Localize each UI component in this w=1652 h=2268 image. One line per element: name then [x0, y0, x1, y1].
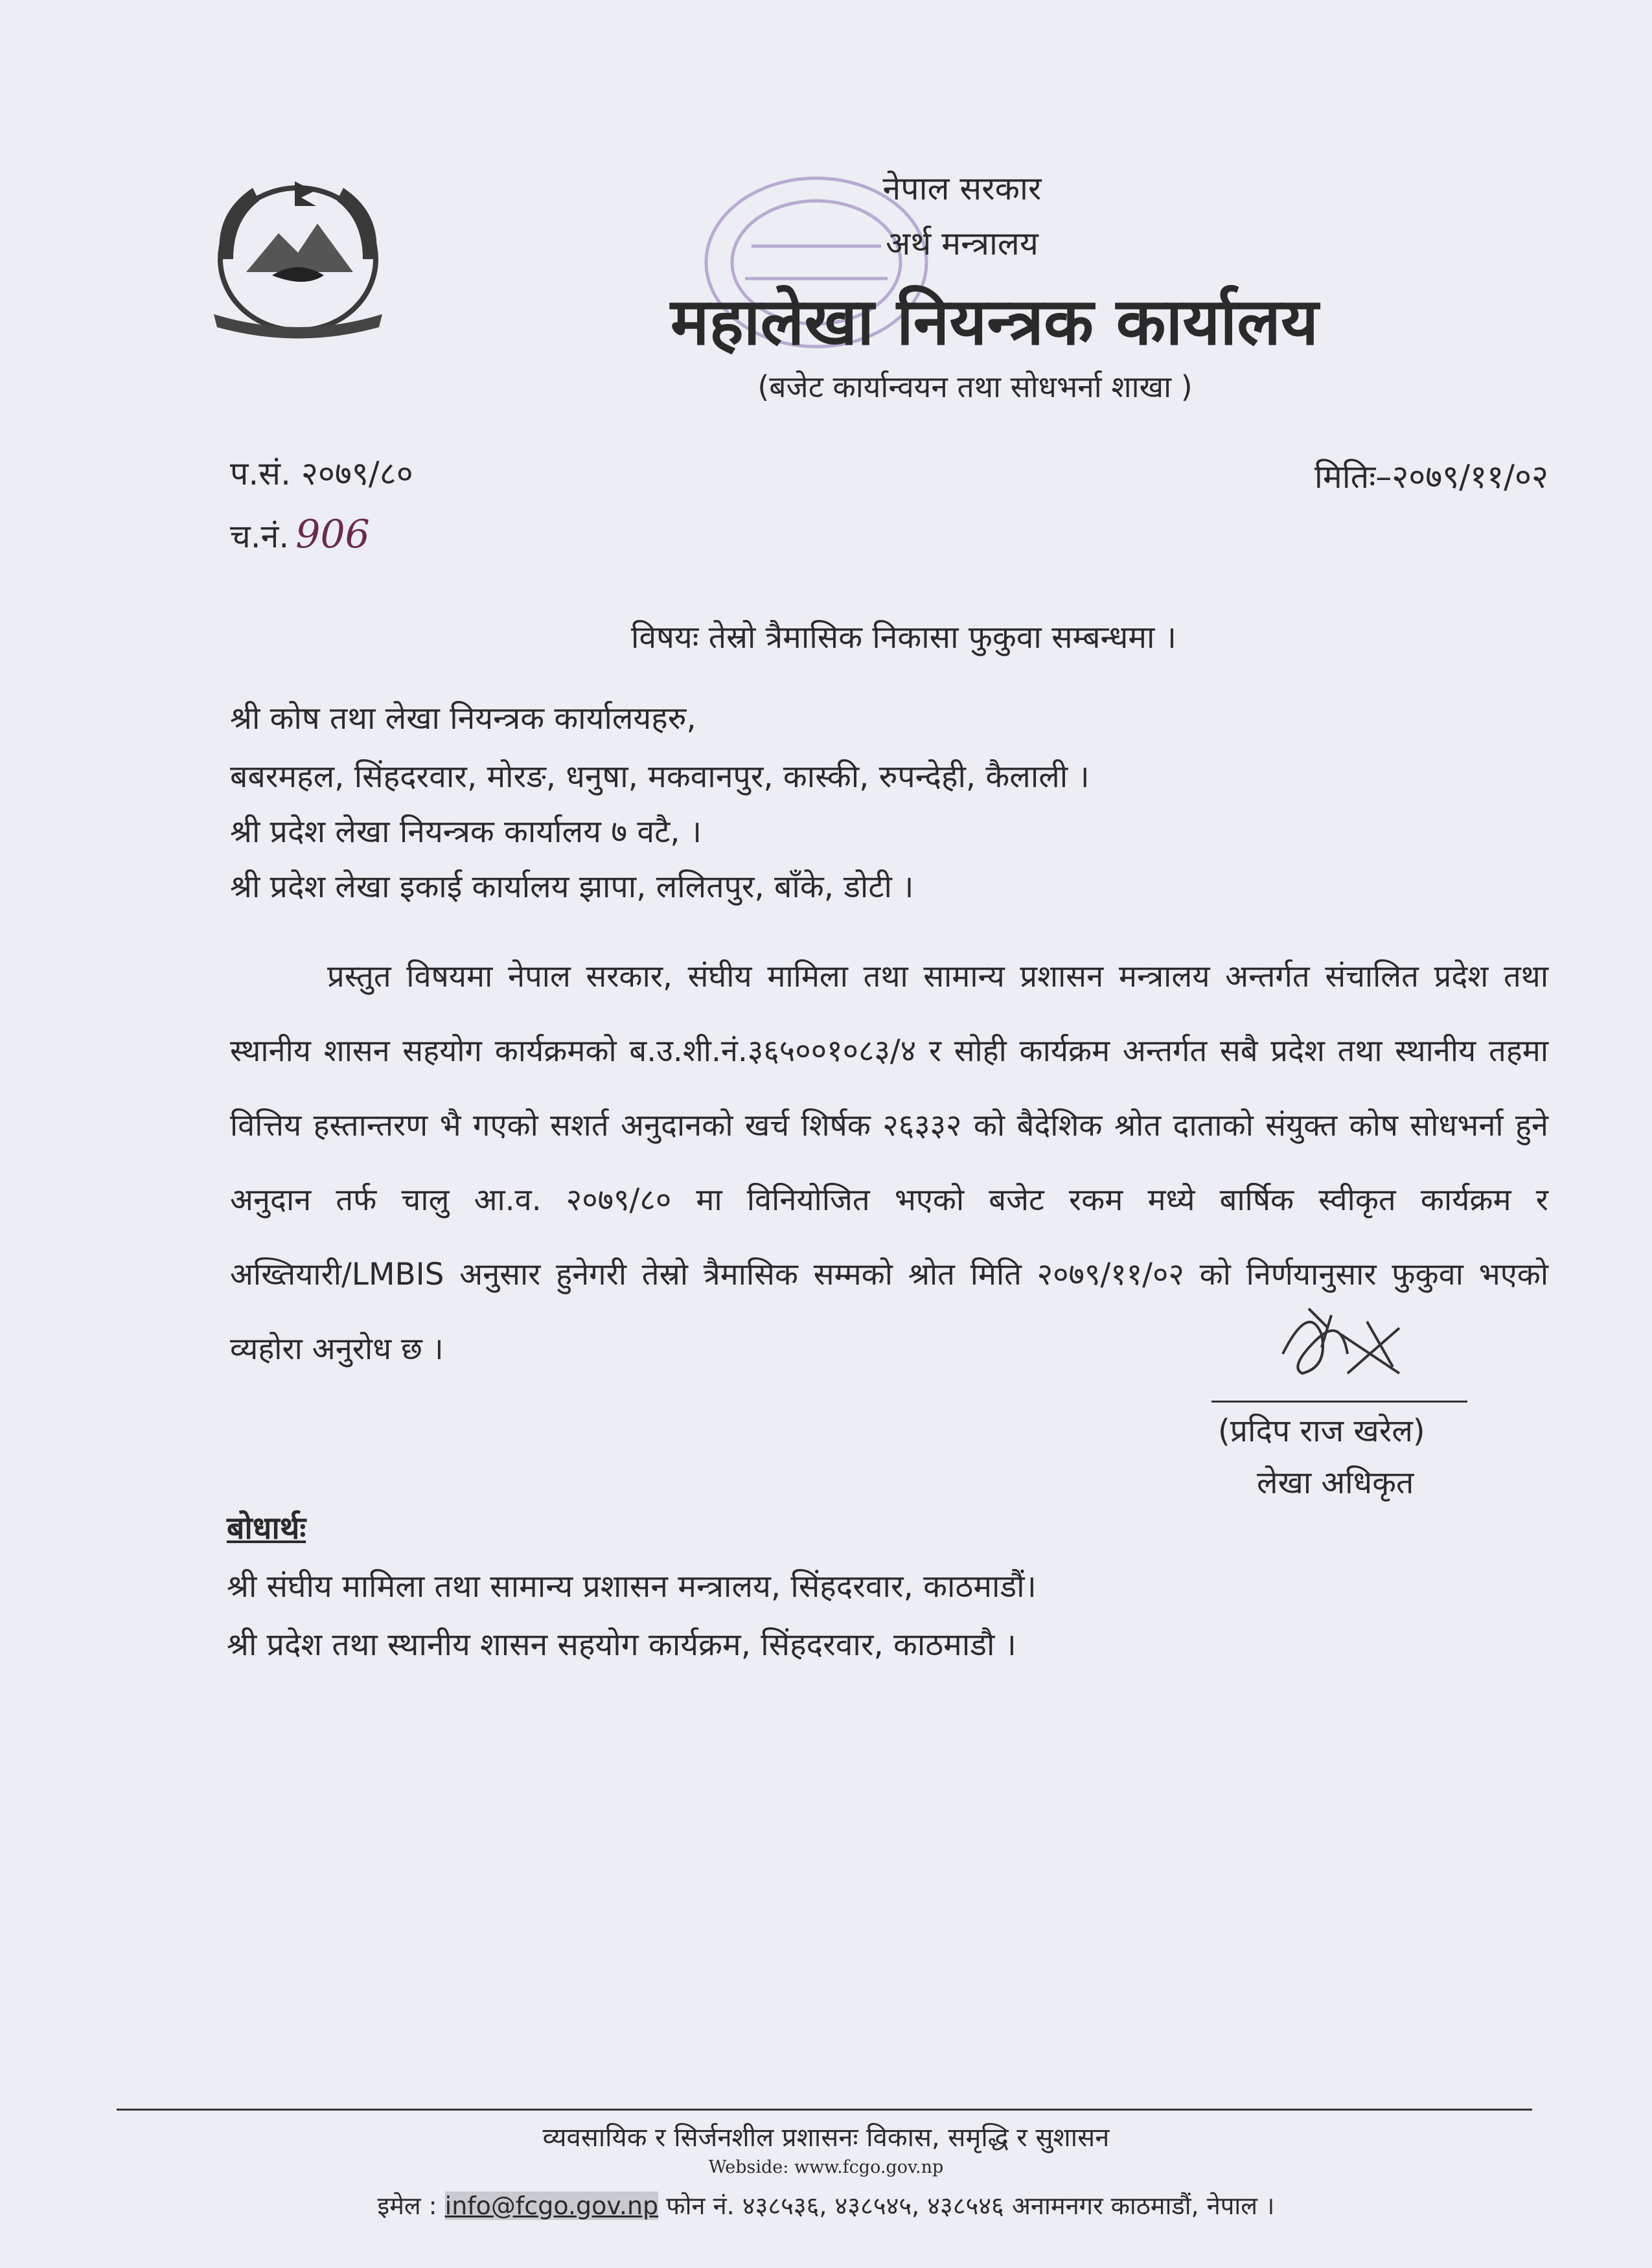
letter-body: प्रस्तुत विषयमा नेपाल सरकार, संघीय मामिला तथा सामान्य प्रशासन मन्त्रालय अन्तर्गत संचालित प्रदेश तथा स्थानीय शासन सहयोग कार्यक्रमको ब.उ.शी.नं.३६५००१०८३/४ र सोही कार्यक्रम अन्तर्गत सबै प्रदेश तथा स्थानीय तहमा वित्तिय हस्तान्तरण भै गएको सशर्त अनुदानको खर्च शिर्षक २६३३२ को बैदेशिक श्रोत दाताको संयुक्त कोष सोधभर्ना हुने अनुदान तर्फ चालु आ.व. २०७९/८० मा विनियोजित भएको बजेट रकम मध्ये बार्षिक स्वीकृत कार्यक्रम र अख्तियारी/LMBIS अनुसार हुनेगरी तेस्रो त्रैमासिक सम्मको श्रोत मिति २०७९/११/०२ को निर्णयानुसार फुकुवा भएको व्यहोरा अनुरोध छ । [230, 959, 1548, 1367]
chalani-number-row [230, 512, 370, 557]
patra-sankhya: प.सं. २०७९/८० [230, 455, 413, 492]
addressee-line: श्री प्रदेश लेखा इकाई कार्यालय झापा, ललितपुर, बाँके, डोटी । [230, 869, 914, 905]
addressee-line: श्री कोष तथा लेखा नियन्त्रक कार्यालयहरु, [230, 700, 696, 737]
letter-date: मितिः–२०७९/११/०२ [1314, 458, 1548, 496]
footer-motto: व्यवसायिक र सिर्जनशील प्रशासनः विकास, समृद्धि र सुशासन [542, 2123, 1110, 2153]
cc-heading: बोधार्थः [227, 1510, 306, 1546]
government-name: नेपाल सरकार [882, 170, 1042, 207]
cc-item: श्री संघीय मामिला तथा सामान्य प्रशासन मन्त्रालय, सिंहदरवार, काठमाडौं। [227, 1568, 1037, 1605]
phone-address: फोन नं. ४३८५३६, ४३८५४५, ४३८५४६ अनामनगर काठमाडौं, नेपाल । [666, 2192, 1275, 2220]
signature-line [1211, 1401, 1467, 1403]
chalani-number: 906 [295, 512, 370, 557]
signatory-title: लेखा अधिकृत [1257, 1465, 1414, 1501]
addressee-line: बबरमहल, सिंहदरवार, मोरङ, धनुषा, मकवानपुर, कास्की, रुपन्देही, कैलाली । [230, 759, 1090, 795]
email-label: इमेल : [377, 2192, 437, 2220]
footer-contact [0, 2188, 1652, 2222]
handwritten-signature-icon [1270, 1296, 1412, 1393]
footer-website: Webside: www.fcgo.gov.np [708, 2157, 944, 2177]
letter-subject: विषयः तेस्रो त्रैमासिक निकासा फुकुवा सम्बन्धमा । [631, 619, 1176, 656]
ministry-name: अर्थ मन्त्रालय [886, 225, 1038, 262]
footer-divider [117, 2109, 1532, 2111]
chalani-label: च.नं. [230, 518, 290, 555]
email-link[interactable]: info@fcgo.gov.np [444, 2192, 659, 2220]
section-name: (बजेट कार्यान्वयन तथा सोधभर्ना शाखा ) [757, 369, 1193, 404]
office-name: महालेखा नियन्त्रक कार्यालय [670, 284, 1319, 360]
signatory-name: (प्रदिप राज खरेल) [1218, 1413, 1425, 1449]
addressee-line: श्री प्रदेश लेखा नियन्त्रक कार्यालय ७ वटै, । [230, 814, 702, 850]
cc-item: श्री प्रदेश तथा स्थानीय शासन सहयोग कार्यक्रम, सिंहदरवार, काठमाडौ । [227, 1627, 1016, 1663]
